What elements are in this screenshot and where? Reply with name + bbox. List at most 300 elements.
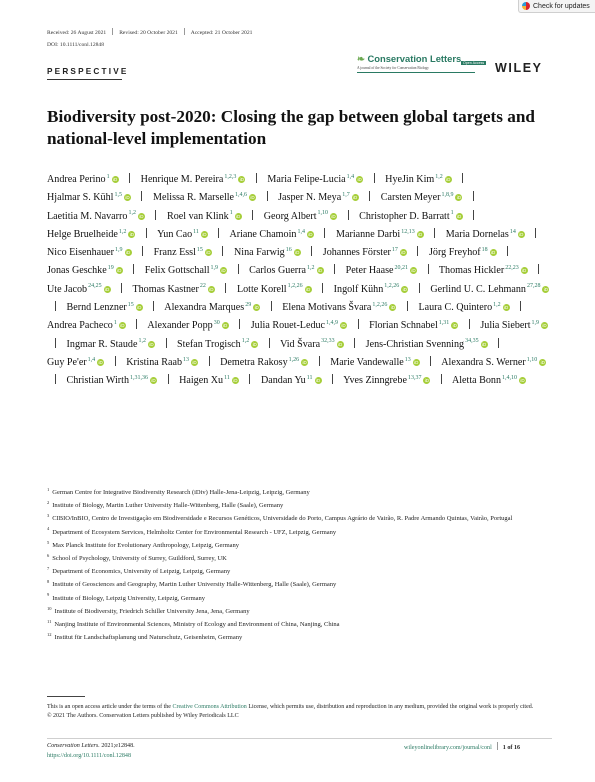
- affiliation-number: 8: [47, 579, 50, 585]
- orcid-icon[interactable]: iD: [239, 177, 244, 182]
- author-name: Nico Eisenhauer: [47, 247, 114, 259]
- author[interactable]: [132, 284, 214, 295]
- orcid-icon[interactable]: iD: [337, 341, 343, 347]
- author-affiliation-marks: 1: [229, 210, 233, 217]
- orcid-icon[interactable]: iD: [149, 341, 154, 347]
- author-name: Jörg Freyhof: [428, 247, 481, 259]
- article-doi: DOI: 10.1111/conl.12848: [47, 42, 105, 48]
- orcid-icon[interactable]: iD: [540, 359, 545, 365]
- author[interactable]: [47, 247, 132, 258]
- author-affiliation-marks: 1,2: [307, 265, 315, 272]
- author-affiliation-marks: 1,4: [346, 173, 355, 180]
- author-affiliation-marks: 1,2,26: [384, 283, 400, 290]
- affiliation-text: Institute of Biodiversity, Friedrich Schiller University Jena, Jena, Germany: [54, 607, 250, 615]
- author[interactable]: [280, 339, 344, 350]
- author[interactable]: [418, 302, 509, 313]
- author-affiliation-marks: 1,2: [241, 338, 250, 345]
- orcid-icon[interactable]: iD: [331, 213, 336, 219]
- author[interactable]: [157, 229, 208, 240]
- affiliation-text: Department of Ecosystem Services, Helmholtz Center for Environmental Research - UFZ, Leipzig, Germany: [52, 528, 337, 536]
- author-affiliation-marks: 1,9: [210, 265, 219, 272]
- author-affiliation-marks: 32,33: [321, 338, 335, 345]
- citation-journal: Conservation Letters.: [47, 743, 100, 749]
- orcid-icon[interactable]: iD: [209, 286, 214, 292]
- author-name: Julia Siebert: [480, 320, 531, 332]
- author-separator: [166, 338, 167, 348]
- author[interactable]: [359, 211, 463, 222]
- author-separator: [55, 301, 56, 311]
- publisher-logo[interactable]: WILEY: [495, 61, 543, 75]
- orcid-icon[interactable]: iD: [295, 250, 300, 256]
- author-name: Haigen Xu: [179, 375, 224, 387]
- affiliation-number: 10: [47, 605, 52, 611]
- affiliation-text: Institute of Geosciences and Geography, Martin Luther University Halle-Wittenberg, Halle (Saale), Germany: [52, 581, 337, 589]
- orcid-icon[interactable]: iD: [401, 250, 406, 256]
- author-affiliation-marks: 13: [404, 356, 411, 363]
- orcid-icon[interactable]: iD: [390, 305, 396, 311]
- author-separator: [332, 374, 333, 384]
- author-affiliation-marks: 19: [107, 265, 114, 272]
- orcid-icon[interactable]: iD: [522, 268, 527, 274]
- author-name: Georg Albert: [263, 210, 317, 222]
- author-affiliation-marks: 1,4,10: [502, 374, 517, 381]
- author-separator: [155, 210, 156, 220]
- affiliation-item: [47, 541, 552, 550]
- affiliation-text: Institut für Landschaftsplanung und Naturschutz, Geisenheim, Germany: [54, 634, 243, 642]
- author[interactable]: [67, 339, 155, 350]
- affiliation-number: 9: [47, 592, 50, 598]
- author-name: Alexandra S. Werner: [441, 356, 526, 368]
- author-name: Marie Vandewalle: [330, 356, 404, 368]
- author-separator: [209, 356, 210, 366]
- author[interactable]: [47, 357, 104, 368]
- orcid-icon[interactable]: iD: [542, 323, 547, 329]
- affiliation-text: Max Planck Institute for Evolutionary Anthropology, Leipzig, Germany: [52, 541, 240, 549]
- orcid-icon[interactable]: iD: [129, 231, 135, 237]
- affiliation-number: 7: [47, 566, 50, 572]
- author-separator: [354, 338, 355, 348]
- article-title: Biodiversity post-2020: Closing the gap between global targets and national-level implementation: [47, 107, 535, 148]
- author[interactable]: [237, 284, 312, 295]
- author[interactable]: [47, 174, 119, 185]
- author-separator: [222, 246, 223, 256]
- author[interactable]: [452, 375, 526, 386]
- orcid-icon[interactable]: iD: [202, 231, 207, 237]
- author[interactable]: [234, 247, 301, 258]
- orcid-icon[interactable]: iD: [206, 250, 211, 256]
- orcid-icon[interactable]: iD: [481, 341, 487, 347]
- author-separator: [419, 283, 420, 293]
- author-affiliation-marks: 24,25: [88, 283, 102, 290]
- received-date: Received: 26 August 2021: [47, 30, 107, 36]
- orcid-icon[interactable]: iD: [254, 305, 259, 311]
- orcid-icon[interactable]: iD: [457, 213, 462, 219]
- author-name: Carsten Meyer: [380, 192, 441, 204]
- orcid-icon[interactable]: iD: [491, 250, 496, 256]
- author-affiliation-marks: 1,10: [526, 356, 538, 363]
- orcid-icon[interactable]: iD: [357, 177, 362, 182]
- orcid-icon[interactable]: iD: [418, 231, 423, 237]
- affiliation-text: Department of Economics, University of Leipzig, Leipzig, Germany: [52, 568, 231, 576]
- affiliation-item: [47, 488, 552, 497]
- author-affiliation-marks: 13,37: [407, 374, 422, 381]
- affiliation-number: 6: [47, 552, 50, 558]
- orcid-icon[interactable]: iD: [543, 286, 549, 292]
- author-affiliation-marks: 1,9: [531, 320, 540, 327]
- author-name: Demetra Rakosy: [220, 356, 288, 368]
- crossmark-icon: [522, 2, 530, 10]
- author-separator: [322, 283, 323, 293]
- author[interactable]: [343, 375, 430, 386]
- author-name: Felix Gottschall: [144, 265, 210, 277]
- check-for-updates-label: Check for updates: [533, 2, 590, 10]
- affiliation-item: [47, 607, 552, 616]
- orcid-icon[interactable]: iD: [424, 378, 430, 384]
- author-separator: [129, 173, 130, 183]
- orcid-icon[interactable]: iD: [446, 177, 451, 182]
- author-separator: [324, 228, 325, 238]
- license-link[interactable]: Creative Commons Attribution: [172, 704, 247, 710]
- orcid-icon[interactable]: iD: [139, 213, 144, 219]
- affiliation-list: [47, 488, 552, 646]
- orcid-icon[interactable]: iD: [250, 195, 255, 201]
- orcid-icon[interactable]: iD: [252, 341, 257, 347]
- author[interactable]: [47, 211, 145, 222]
- orcid-icon[interactable]: iD: [223, 323, 228, 329]
- author-affiliation-marks: 1,26: [288, 356, 300, 363]
- author-affiliation-marks: 14: [509, 228, 516, 235]
- author-affiliation-marks: 1,2: [128, 210, 136, 217]
- author-name: Florian Schnabel: [369, 320, 438, 332]
- author-separator: [269, 338, 270, 348]
- author-separator: [319, 356, 320, 366]
- author[interactable]: [145, 265, 227, 276]
- affiliation-item: [47, 514, 552, 523]
- author[interactable]: [278, 192, 359, 203]
- author-separator: [311, 246, 312, 256]
- orcid-icon[interactable]: iD: [414, 359, 419, 365]
- author-affiliation-marks: 1: [113, 320, 117, 327]
- author[interactable]: [47, 192, 131, 203]
- author-affiliation-marks: 1,8,9: [441, 191, 454, 198]
- author[interactable]: [385, 174, 452, 185]
- author-separator: [256, 173, 257, 183]
- doi-link[interactable]: https://doi.org/10.1111/conl.12848: [47, 752, 132, 759]
- author[interactable]: [47, 265, 123, 276]
- author[interactable]: [47, 284, 111, 295]
- author-affiliation-marks: 1,4: [297, 228, 305, 235]
- author-name: Peter Haase: [345, 265, 394, 277]
- author[interactable]: [229, 229, 314, 240]
- author-affiliation-marks: 18: [481, 246, 488, 253]
- author[interactable]: [220, 357, 308, 368]
- author-separator: [407, 301, 408, 311]
- author[interactable]: [164, 302, 260, 313]
- orcid-icon[interactable]: iD: [104, 286, 110, 292]
- author-name: Christopher D. Barratt: [359, 210, 450, 222]
- author[interactable]: [251, 320, 347, 331]
- author[interactable]: [366, 339, 488, 350]
- author-affiliation-marks: 11: [193, 228, 199, 235]
- author-separator: [239, 319, 240, 329]
- journal-website-link[interactable]: wileyonlinelibrary.com/journal/conl: [404, 745, 492, 751]
- author-name: Alexander Popp: [147, 320, 213, 332]
- author[interactable]: [264, 211, 337, 222]
- author[interactable]: [282, 302, 396, 313]
- author-affiliation-marks: 11: [224, 374, 230, 381]
- author[interactable]: [261, 375, 322, 386]
- orcid-icon[interactable]: iD: [125, 250, 131, 256]
- author-affiliation-marks: 15: [127, 301, 134, 308]
- author-separator: [334, 264, 335, 274]
- author[interactable]: [446, 229, 525, 240]
- author-affiliation-marks: 1,31,36: [130, 374, 149, 381]
- author-list: [47, 171, 552, 391]
- author-name: Laura C. Quintero: [418, 302, 493, 314]
- author-separator: [238, 264, 239, 274]
- author-name: Elena Motivans Švara: [282, 302, 372, 314]
- author-affiliation-marks: 20,21: [394, 265, 408, 272]
- author-separator: [374, 173, 375, 183]
- author[interactable]: [480, 320, 548, 331]
- orcid-icon[interactable]: iD: [315, 378, 321, 384]
- author-name: Andrea Perino: [47, 174, 106, 185]
- author-affiliation-marks: 30: [213, 320, 220, 327]
- author[interactable]: [177, 339, 258, 350]
- author-affiliation-marks: 17: [391, 246, 398, 253]
- author-separator: [121, 283, 122, 293]
- author-affiliation-marks: 22: [199, 283, 206, 290]
- author-name: Julia Rouet-Leduc: [250, 320, 326, 332]
- license-text-end: License, which permits use, distribution and reproduction in any medium, provided the original work is properly cited.: [246, 704, 534, 710]
- orcid-icon[interactable]: iD: [305, 286, 311, 292]
- orcid-icon[interactable]: iD: [353, 195, 358, 201]
- author-name: Vid Švara: [280, 338, 321, 350]
- orcid-icon[interactable]: iD: [452, 323, 457, 329]
- author-affiliation-marks: 1: [450, 210, 454, 217]
- article-dates: [47, 28, 252, 36]
- orcid-icon[interactable]: iD: [456, 195, 462, 201]
- journal-subtitle: A journal of the Society for Conservation Biology: [357, 66, 429, 70]
- affiliation-item: [47, 633, 552, 642]
- author-name: Alexandra Marques: [164, 302, 245, 314]
- author-separator: [507, 246, 508, 256]
- revised-date: Revised: 20 October 2021: [119, 30, 178, 36]
- orcid-icon[interactable]: iD: [120, 323, 125, 329]
- journal-logo[interactable]: [357, 53, 487, 73]
- orcid-icon[interactable]: iD: [411, 268, 416, 274]
- author[interactable]: [439, 265, 528, 276]
- author-affiliation-marks: 1,2,3: [224, 173, 237, 180]
- affiliation-text: German Centre for Integrative Biodiversity Research (iDiv) Halle-Jena-Leipzig, Leipzig, Germany: [52, 489, 310, 496]
- orcid-icon[interactable]: iD: [236, 213, 241, 219]
- orcid-icon[interactable]: iD: [317, 268, 323, 274]
- orcid-icon[interactable]: iD: [308, 231, 313, 237]
- affiliation-number: 12: [47, 632, 52, 638]
- author-name: Yves Zinngrebe: [343, 375, 407, 387]
- orcid-icon[interactable]: iD: [341, 323, 346, 329]
- orcid-icon[interactable]: iD: [137, 305, 142, 311]
- author-name: Jasper N. Meya: [278, 192, 342, 204]
- affiliation-text: CIBIO/InBIO, Centro de Investigação em Biodiversidade e Recursos Genéticos, Universidade do Porto, Campus Agrário de Vairão, R. Padre Armando Quintas, Vairão, Portugal: [52, 515, 513, 523]
- author[interactable]: [147, 320, 228, 331]
- author-affiliation-marks: 13: [183, 356, 190, 363]
- affiliation-text: Institute of Biology, Leipzig University, Leipzig, Germany: [52, 594, 206, 602]
- orcid-icon[interactable]: iD: [233, 378, 238, 384]
- author[interactable]: [441, 357, 546, 368]
- author-name: Andrea Pacheco: [47, 320, 113, 332]
- author-name: HyeJin Kim: [385, 174, 435, 185]
- author-affiliation-marks: 16: [285, 246, 292, 253]
- affiliation-number: 1: [47, 486, 50, 492]
- footer-right: [404, 742, 520, 751]
- author-name: Maria Dornelas: [445, 228, 509, 240]
- affiliation-item: [47, 580, 552, 589]
- orcid-icon[interactable]: iD: [112, 177, 118, 182]
- author-separator: [473, 191, 474, 201]
- section-label: PERSPECTIVE: [47, 67, 129, 76]
- affiliation-text: School of Psychology, University of Surrey, Guildford, Surrey, UK: [52, 555, 227, 563]
- author-separator: [136, 319, 137, 329]
- author-name: Bernd Lenzner: [66, 302, 127, 314]
- license-notice: [47, 703, 552, 720]
- author[interactable]: [179, 375, 239, 386]
- author-name: Ariane Chamoin: [229, 228, 297, 240]
- author-affiliation-marks: 1,31: [438, 320, 450, 327]
- affiliation-number: 5: [47, 539, 50, 545]
- author-name: Kristina Raab: [126, 356, 183, 368]
- author-name: Roel van Klink: [167, 210, 229, 222]
- author-name: Stefan Trogisch: [177, 338, 241, 350]
- author-affiliation-marks: 1,2: [138, 338, 146, 345]
- author-affiliation-marks: 1,2,26: [372, 301, 388, 308]
- affiliation-number: 11: [47, 618, 52, 624]
- affiliation-number: 4: [47, 526, 50, 532]
- author-name: Thomas Hickler: [438, 265, 505, 277]
- orcid-icon[interactable]: iD: [221, 268, 226, 274]
- author[interactable]: [334, 284, 409, 295]
- orcid-icon[interactable]: iD: [192, 359, 197, 365]
- author[interactable]: [429, 247, 497, 258]
- orcid-icon[interactable]: iD: [504, 305, 509, 311]
- author-separator: [267, 191, 268, 201]
- author-affiliation-marks: 1,9: [115, 246, 123, 253]
- author-separator: [498, 338, 499, 348]
- orcid-icon[interactable]: iD: [151, 378, 156, 384]
- check-for-updates-button[interactable]: [518, 0, 595, 13]
- author-separator: [417, 246, 418, 256]
- affiliation-item: [47, 528, 552, 537]
- author-name: Christian Wirth: [66, 375, 130, 387]
- author-separator: [142, 246, 143, 256]
- author[interactable]: [67, 302, 143, 313]
- author-separator: [168, 374, 169, 384]
- author-name: Ute Jacob: [47, 283, 88, 295]
- author-name: Dandan Yu: [260, 375, 306, 387]
- author[interactable]: [330, 357, 420, 368]
- author-separator: [535, 228, 536, 238]
- author[interactable]: [323, 247, 407, 258]
- author-separator: [115, 356, 116, 366]
- author[interactable]: [126, 357, 198, 368]
- affiliation-item: [47, 501, 552, 510]
- author-name: Jens-Christian Svenning: [365, 338, 465, 350]
- author-separator: [153, 301, 154, 311]
- author[interactable]: [430, 284, 549, 295]
- orcid-icon[interactable]: iD: [520, 378, 525, 384]
- author[interactable]: [249, 265, 323, 276]
- divider: [497, 742, 498, 750]
- author[interactable]: [141, 174, 246, 185]
- author-separator: [473, 210, 474, 220]
- affiliation-item: [47, 594, 552, 603]
- author-affiliation-marks: 11: [306, 374, 313, 381]
- affiliation-text: Institute of Biology, Martin Luther University Halle-Wittenberg, Halle (Saale), Germany: [52, 502, 284, 510]
- license-rule: [47, 696, 85, 697]
- orcid-icon[interactable]: iD: [302, 359, 307, 365]
- author-affiliation-marks: 1: [106, 173, 110, 180]
- affiliation-item: [47, 554, 552, 563]
- orcid-icon[interactable]: iD: [125, 195, 130, 201]
- author-affiliation-marks: 15: [196, 246, 203, 253]
- footer-citation: [47, 742, 135, 761]
- author-name: Henrique M. Pereira: [140, 174, 224, 185]
- author[interactable]: [267, 174, 363, 185]
- author-separator: [358, 319, 359, 329]
- author[interactable]: [154, 247, 212, 258]
- author-separator: [141, 191, 142, 201]
- author[interactable]: [381, 192, 463, 203]
- author-name: Franz Essl: [153, 247, 196, 259]
- orcid-icon[interactable]: iD: [402, 286, 407, 292]
- author[interactable]: [346, 265, 417, 276]
- author-name: Hjalmar S. Kühl: [47, 192, 114, 204]
- author-affiliation-marks: 27,28: [526, 283, 541, 290]
- author[interactable]: [67, 375, 158, 386]
- copyright-line: © 2021 The Authors. Conservation Letters published by Wiley Periodicals LLC: [47, 712, 239, 719]
- affiliation-number: 2: [47, 500, 50, 506]
- author-separator: [271, 301, 272, 311]
- footer-rule: [47, 738, 552, 739]
- author-affiliation-marks: 1,2: [493, 301, 501, 308]
- author-separator: [538, 264, 539, 274]
- author-separator: [249, 374, 250, 384]
- author-separator: [218, 228, 219, 238]
- orcid-icon[interactable]: iD: [519, 231, 524, 237]
- orcid-icon[interactable]: iD: [117, 268, 122, 274]
- author-affiliation-marks: 1,4: [87, 356, 96, 363]
- author-affiliation-marks: 1,4,9: [326, 320, 339, 327]
- author[interactable]: [47, 320, 126, 331]
- author-separator: [369, 191, 370, 201]
- journal-name-text: Conservation Letters: [367, 53, 462, 64]
- author-affiliation-marks: 1,2,26: [287, 283, 303, 290]
- author[interactable]: [369, 320, 458, 331]
- author-name: Laetitia M. Navarro: [47, 210, 128, 222]
- author[interactable]: [153, 192, 256, 203]
- author-affiliation-marks: 22,23: [505, 265, 519, 272]
- author[interactable]: [47, 229, 135, 240]
- author-affiliation-marks: 1,10: [317, 210, 329, 217]
- author-name: Thomas Kastner: [132, 283, 199, 295]
- author-separator: [348, 210, 349, 220]
- author-name: Gerlind U. C. Lehmann: [430, 283, 526, 295]
- author-name: Lotte Korell: [236, 283, 287, 295]
- orcid-icon[interactable]: iD: [98, 359, 103, 365]
- author[interactable]: [336, 229, 424, 240]
- author-affiliation-marks: 1,2: [435, 173, 443, 180]
- author[interactable]: [167, 211, 242, 222]
